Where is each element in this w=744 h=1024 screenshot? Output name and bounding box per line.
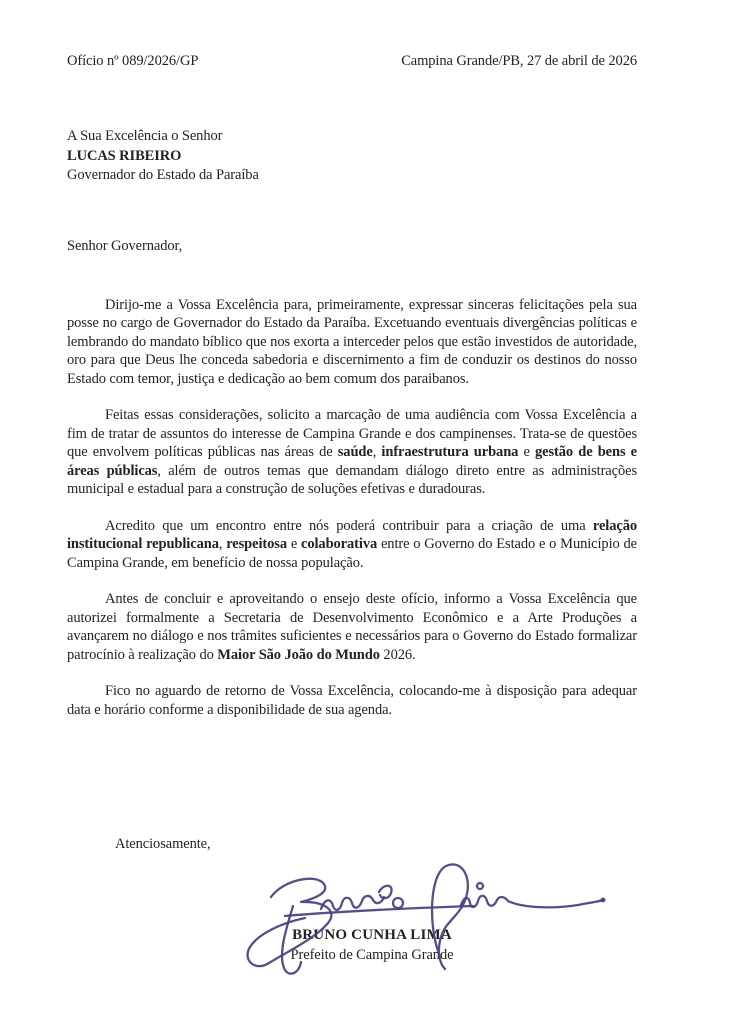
signer-name: BRUNO CUNHA LIMA [292,927,452,943]
body-paragraph: Feitas essas considerações, solicito a marcação de uma audiência com Vossa Excelência a fim de tratar de assuntos do interesse de Campina Grande e dos campinenses. Trata-se de questões que envolvem políticas públicas nas áreas de saúde, infraestrutura urbana e gestão de bens e áreas públicas, além de outros temas que demandam diálogo direto entre as administrações municipal e estadual para a construção de soluções efetivas e duradouras. [67,407,638,498]
signer-block [0,925,744,965]
signer-title: Prefeito de Campina Grande [290,947,454,963]
body-paragraphs [67,296,637,738]
place-and-date: Campina Grande/PB, 27 de abril de 2026 [401,53,637,69]
body-paragraph: Acredito que um encontro entre nós poderá contribuir para a criação de uma relação institucional republicana, respeitosa e colaborativa entre o Governo do Estado e o Município de Campina Grande, em benefício de nossa população. [67,517,637,571]
letter-header [67,52,637,70]
greeting-line: Senhor Governador, [67,238,183,254]
body-paragraph: Fico no aguardo de retorno de Vossa Excelência, colocando-me à disposição para adequar data e horário conforme a disponibilidade de sua agenda. [67,683,637,718]
recipient-name: LUCAS RIBEIRO [67,147,182,164]
recipient-title: Governador do Estado da Paraíba [67,167,259,183]
reference-number: Ofício nº 089/2026/GP [67,53,199,69]
farewell-line: Atenciosamente, [115,836,211,852]
body-paragraph: Antes de concluir e aproveitando o ensejo deste ofício, informo a Vossa Excelência que autorizei formalmente a Secretaria de Desenvolvimento Econômico e a Arte Produções a avançarem no diálogo e nos trâmites suficientes e necessários para o Governo do Estado formalizar patrocínio à realização do Maior São João do Mundo 2026. [67,591,637,663]
recipient-block [67,127,637,186]
body-paragraph: Dirijo-me a Vossa Excelência para, primeiramente, expressar sinceras felicitações pela sua posse no cargo de Governador do Estado da Paraíba. Excetuando eventuais divergências políticas e lembrando do mandato bíblico que nos exorta a interceder pelos que estão investidos de autoridade, oro para que Deus lhe conceda sabedoria e discernimento a fim de conduzir os destinos do nosso Estado com temor, justiça e dedicação ao bem comum dos paraibanos. [67,297,637,387]
recipient-honorific: A Sua Excelência o Senhor [67,128,223,144]
